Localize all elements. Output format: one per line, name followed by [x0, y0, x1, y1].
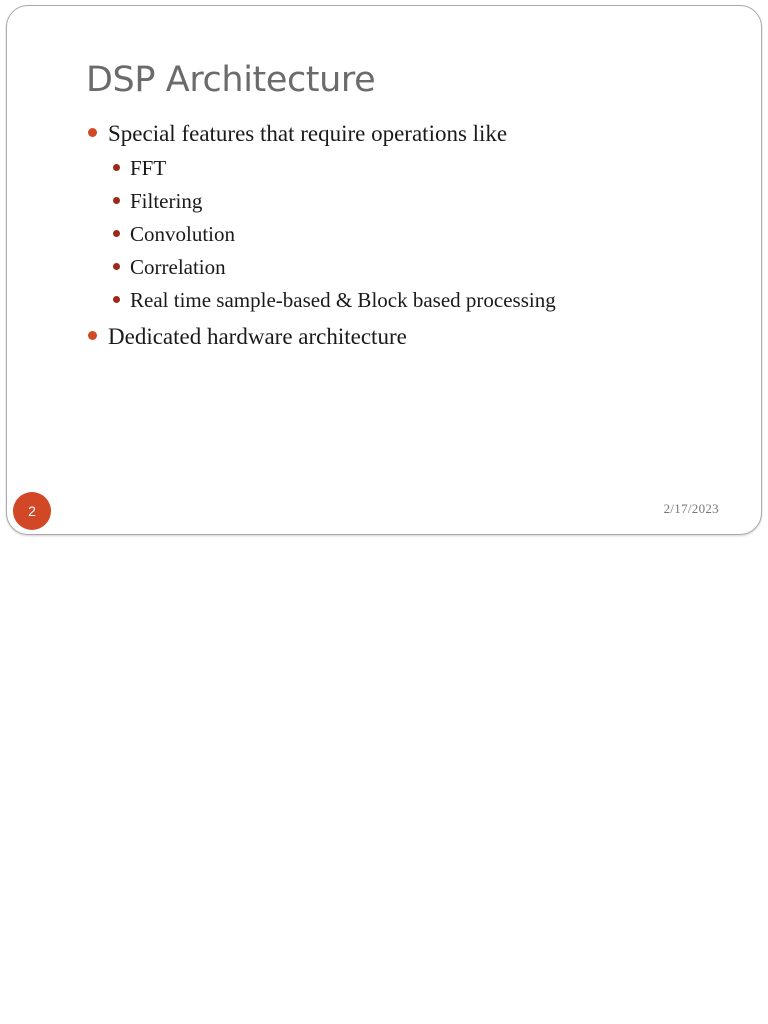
- sub-bullet-dot-icon: [113, 230, 120, 237]
- slide-title: DSP Architecture: [86, 60, 376, 100]
- sub-bullet-text: Real time sample-based & Block based processing: [130, 288, 556, 312]
- sub-bullet-item: [108, 152, 556, 185]
- bullet-dot-icon: [88, 331, 97, 340]
- sub-bullet-item: [108, 185, 556, 218]
- bullet-list: [86, 120, 556, 351]
- sub-bullet-list: [108, 152, 556, 317]
- bullet-item: [86, 323, 556, 351]
- sub-bullet-item: [108, 218, 556, 251]
- sub-bullet-dot-icon: [113, 197, 120, 204]
- sub-bullet-text: FFT: [130, 156, 167, 180]
- bullet-text: Dedicated hardware architecture: [108, 324, 407, 349]
- bullet-text: Special features that require operations like: [108, 121, 508, 146]
- bullet-item: [86, 120, 556, 317]
- sub-bullet-item: [108, 284, 556, 317]
- sub-bullet-text: Filtering: [130, 189, 203, 213]
- sub-bullet-text: Correlation: [130, 255, 226, 279]
- sub-bullet-dot-icon: [113, 296, 120, 303]
- sub-bullet-item: [108, 251, 556, 284]
- page-number-badge: 2: [13, 492, 51, 530]
- sub-bullet-dot-icon: [113, 164, 120, 171]
- slide-date: 2/17/2023: [663, 501, 719, 516]
- bullet-dot-icon: [88, 128, 97, 137]
- sub-bullet-dot-icon: [113, 263, 120, 270]
- sub-bullet-text: Convolution: [130, 222, 236, 246]
- slide: [6, 5, 762, 535]
